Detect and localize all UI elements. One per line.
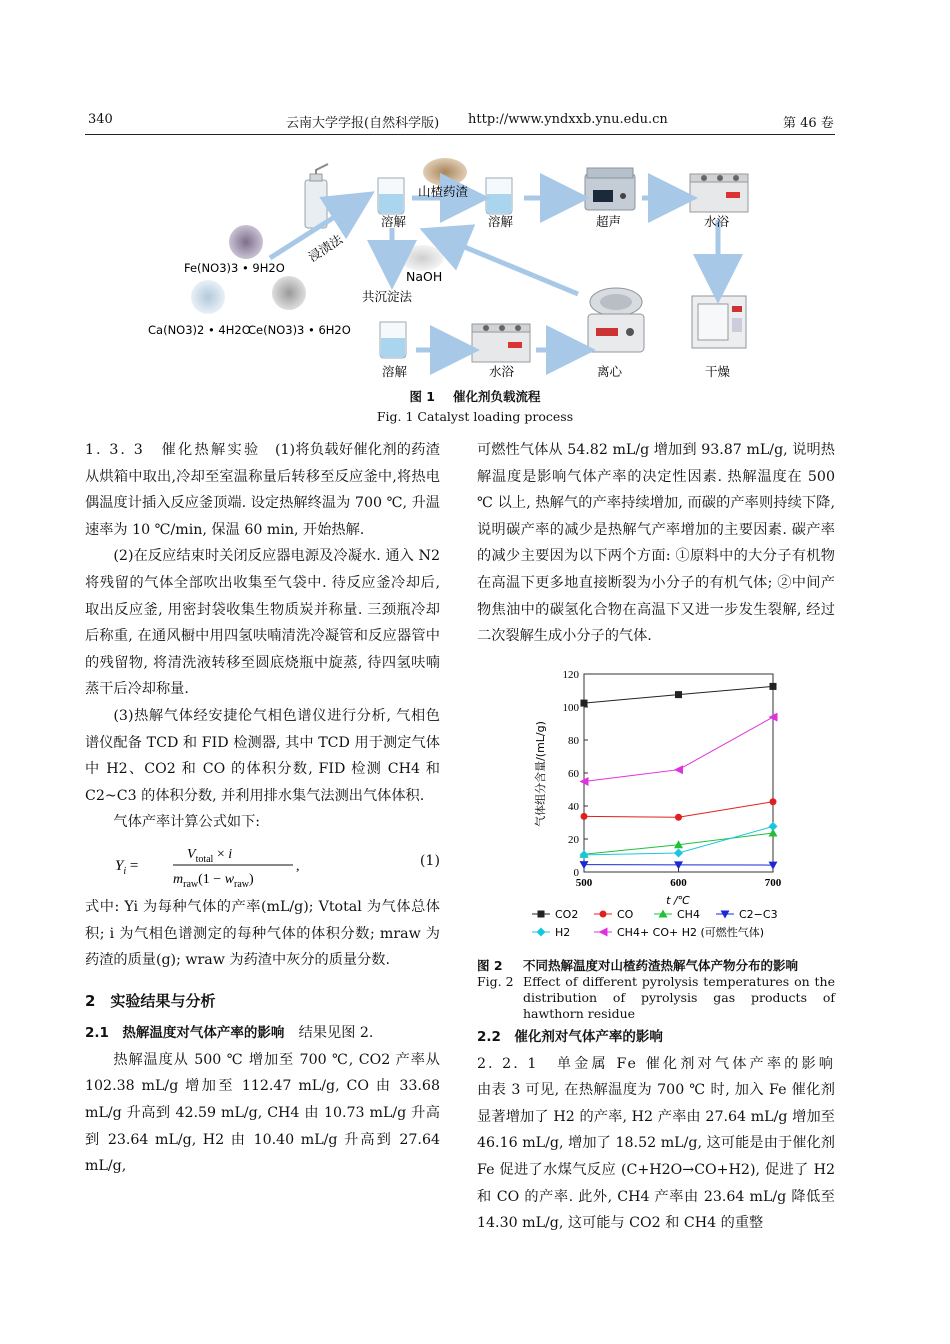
svg-text:,: ,	[296, 858, 300, 874]
x-axis-label: t /℃	[666, 894, 690, 907]
section-2-heading: 2 实验结果与分析	[85, 991, 216, 1010]
data-point	[770, 683, 777, 690]
fig1-caption-en: Fig. 1 Catalyst loading process	[376, 409, 574, 424]
paragraph-5: 式中: Yi 为每种气体的产率(mL/g); Vtotal 为气体总体积; i 为气相色谱测定的每种气体的体积分数; mraw 为药渣的质量(g); wraw 为药渣中灰分的质量分数.	[85, 898, 440, 969]
x-tick-label: 500	[575, 877, 593, 889]
y-tick-label: 20	[568, 834, 579, 846]
y-tick-label: 0	[573, 867, 579, 879]
y-tick-label: 60	[568, 768, 579, 780]
ultrasonic-cleaner-icon	[585, 168, 635, 210]
label-dry: 干燥	[705, 364, 731, 379]
label-coprecipitation: 共沉淀法	[362, 289, 413, 304]
section-2-2-1: 2. 2. 1 单金属 Fe 催化剂对气体产率的影响 由表 3 可见, 在热解温度为 700 ℃ 时, 加入 Fe 催化剂显著增加了 H2 的产率, H2 产率由 27.64 mL/g 增加至 46.16 mL/g, 增加了 18.52 mL/g, 这可能是由于催化剂 Fe 促进了水煤气反应 (C+H2O→CO+H2), 促进了 H2 和 CO 的产率. 此外, CH4 产率由 23.64 mL/g 降低至 14.30 mL/g, 这可能与 CO2 和 CH4 的重整	[477, 1055, 835, 1232]
water-bath-icon	[690, 174, 748, 212]
y-tick-label: 100	[562, 702, 579, 714]
journal-name: 云南大学学报(自然科学版)	[286, 116, 440, 131]
water-bath-icon	[472, 324, 530, 362]
page-number: 340	[88, 112, 113, 127]
paragraph-2: (2)在反应结束时关闭反应器电源及冷凝水. 通入 N2 将残留的气体全部吹出收集至气袋中. 待反应釜冷却后, 取出反应釜, 用密封袋收集生物质炭并称量. 三颈瓶冷却后称重, 在通风橱中用四氢呋喃清洗冷凝管和反应器管中的残留物, 将清洗液转移至圆底烧瓶中旋蒸, 待四氢呋喃蒸干后冷却称量.	[85, 548, 440, 698]
legend-label: CO	[617, 908, 634, 921]
y-tick-label: 40	[568, 801, 579, 813]
beaker-icon	[380, 322, 406, 358]
equation-1	[85, 836, 440, 894]
data-point	[770, 798, 777, 805]
x-tick-label: 600	[670, 877, 687, 889]
legend-marker	[600, 911, 607, 918]
svg-text:Vtotal × i: $V_{total} \times i$	[187, 846, 233, 865]
svg-text:mraw(1 − wraw): $m_{raw}(1 - w_{raw})$	[173, 871, 254, 890]
data-point	[675, 814, 682, 821]
left-column	[85, 437, 440, 1180]
data-point	[580, 850, 589, 859]
journal-url[interactable]: http://www.yndxxb.ynu.edu.cn	[468, 112, 668, 127]
paragraph-4: 气体产率计算公式如下:	[113, 814, 261, 831]
fe-nitrate-powder-icon	[229, 225, 263, 259]
right-paragraph-1: 可燃性气体从 54.82 mL/g 增加到 93.87 mL/g, 说明热解温度是影响气体产率的决定性因素. 热解温度在 500 ℃ 以上, 热解气的产率持续增加, 而碳的产率则持续下降, 说明碳产率的减少是热解气产率增加的主要因素. 碳产率的减少主要因为以下两个方面: ①原料中的大分子有机物在高温下更多地直接断裂为小分子的有机气体; ②中间产物焦油中的碳氢化合物在高温下又进一步发生裂解, 经过二次裂解生成小分子的气体.	[477, 442, 835, 645]
legend-label: CH4	[677, 908, 700, 921]
legend-marker	[599, 928, 608, 937]
label-ultrasound: 超声	[596, 214, 622, 229]
legend-marker	[537, 928, 546, 937]
label-hawthorn-residue: 山楂药渣	[418, 184, 469, 199]
label-ca-nitrate: Ca(NO3)2 • 4H2O	[148, 323, 251, 337]
paragraph-3: (3)热解气体经安捷伦气相色谱仪进行分析, 气相色谱仪配备 TCD 和 FID 检测器, 其中 TCD 用于测定气体中 H2、CO2 和 CO 的体积分数, FID 检测 CH4 和 C2~C3 的体积分数, 并利用排水集气法测出气体体积.	[85, 707, 440, 804]
label-centrifuge: 离心	[597, 364, 623, 379]
label-impregnation: 浸渍法	[305, 231, 346, 265]
section-2-2-heading: 2.2 催化剂对气体产率的影响	[477, 1029, 663, 1045]
volume: 第 46 卷	[783, 116, 834, 131]
naoh-powder-icon	[400, 245, 444, 271]
label-dissolve-1: 溶解	[381, 214, 407, 229]
centrifuge-icon	[588, 288, 644, 352]
svg-text:Yi =: $Y_i$ =	[115, 857, 139, 877]
label-naoh: NaOH	[406, 269, 443, 284]
legend-label: CO2	[555, 908, 579, 921]
pyrolysis-gas-chart	[528, 664, 808, 954]
legend-marker	[538, 911, 545, 918]
header-rule	[85, 134, 835, 135]
label-dissolve-2: 溶解	[488, 214, 514, 229]
label-dissolve-3: 溶解	[382, 364, 408, 379]
data-point	[581, 700, 588, 707]
label-fe-nitrate: Fe(NO3)3 • 9H2O	[184, 261, 285, 275]
label-water-bath-2: 水浴	[489, 364, 515, 379]
right-column-bottom	[477, 1024, 835, 1237]
label-ce-nitrate: Ce(NO3)3 • 6H2O	[248, 323, 351, 337]
right-column-top	[477, 437, 835, 650]
data-point	[769, 862, 778, 870]
legend-label: H2	[555, 926, 571, 939]
wash-bottle-icon	[305, 164, 328, 228]
ce-nitrate-powder-icon	[272, 276, 306, 310]
legend-label: C2−C3	[739, 908, 778, 921]
data-point	[674, 765, 683, 774]
catalyst-flow-diagram	[140, 150, 820, 385]
hawthorn-residue-icon	[423, 158, 467, 186]
data-point	[581, 813, 588, 820]
y-tick-label: 80	[568, 735, 579, 747]
section-2-1: 2.1 热解温度对气体产率的影响 结果见图 2.	[85, 1025, 374, 1042]
fig1-caption-cn: 图 1 催化剂负载流程	[409, 389, 541, 404]
drying-oven-icon	[692, 296, 746, 348]
ca-nitrate-powder-icon	[191, 280, 225, 314]
data-point	[769, 822, 778, 831]
data-point	[675, 691, 682, 698]
paragraph-6: 热解温度从 500 ℃ 增加至 700 ℃, CO2 产率从 102.38 mL/g 增加至 112.47 mL/g, CO 由 33.68 mL/g 升高到 42.59 mL/g, CH4 由 10.73 mL/g 升高到 23.64 mL/g, H2 由 10.40 mL/g 升高到 27.64 mL/g,	[85, 1051, 440, 1175]
section-1-3-3: 1. 3. 3 催化热解实验 (1)将负载好催化剂的药渣从烘箱中取出,冷却至室温称量后转移至反应釜中,将热电偶温度计插入反应釜顶端. 设定热解终温为 700 ℃, 升温速率为 10 ℃/min, 保温 60 min, 开始热解.	[85, 442, 440, 538]
y-axis-label: 气体组分含量/(mL/g)	[534, 721, 547, 827]
beaker-icon	[486, 178, 512, 214]
yield-formula	[115, 836, 415, 894]
equation-number: (1)	[419, 852, 440, 869]
data-point	[674, 849, 683, 858]
label-water-bath-1: 水浴	[704, 214, 730, 229]
beaker-icon	[378, 178, 404, 214]
fig2-caption: 图 2 不同热解温度对山楂药渣热解气体产物分布的影响 Fig. 2 Effect of different pyrolysis temperatures on the distribution of pyrolysis gas products of hawthorn residue	[477, 958, 835, 1021]
x-tick-label: 700	[764, 877, 782, 889]
legend-label: CH4+ CO+ H2 (可燃性气体)	[617, 926, 765, 939]
y-tick-label: 120	[562, 669, 579, 681]
